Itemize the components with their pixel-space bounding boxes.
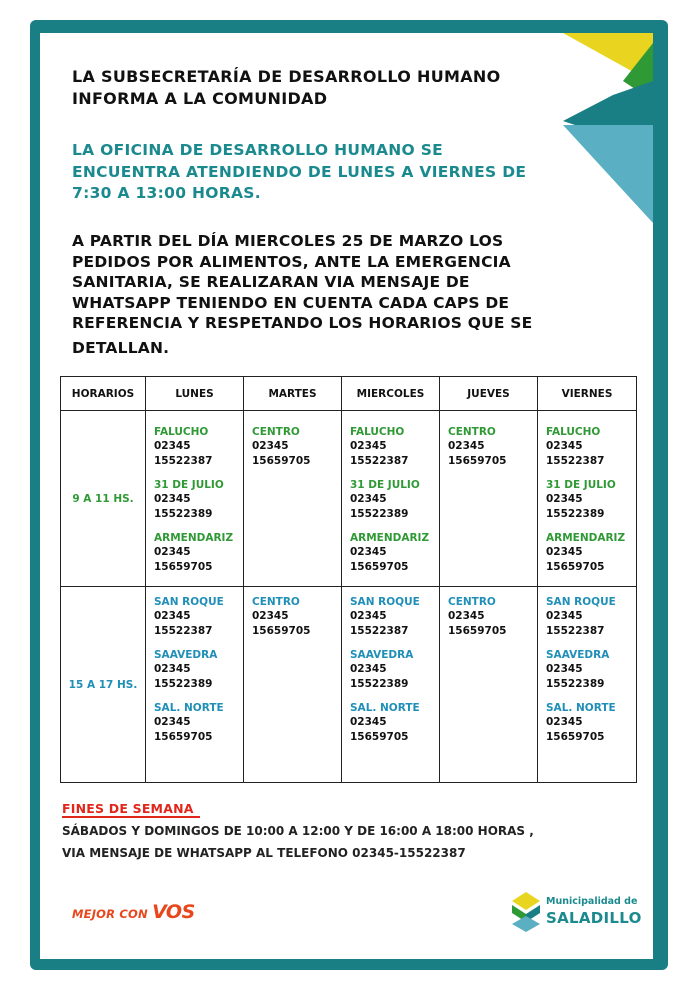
- caps-entry: [154, 701, 243, 744]
- flyer-sheet: [40, 33, 653, 959]
- caps-name: 31 DE JULIO: [154, 479, 224, 491]
- day-cell: [440, 587, 538, 783]
- caps-phone: 15522389: [350, 677, 409, 690]
- caps-phone: 15659705: [350, 560, 409, 573]
- caps-entry: [154, 531, 243, 574]
- caps-area-code: 02345: [448, 610, 485, 622]
- header-jueves: JUEVES: [440, 377, 538, 411]
- office-line-1: LA OFICINA DE DESARROLLO HUMANO SE: [72, 141, 444, 159]
- office-line-3: 7:30 A 13:00 HORAS.: [72, 184, 261, 202]
- caps-area-code: 02345: [154, 716, 191, 728]
- caps-name: SAAVEDRA: [546, 649, 610, 661]
- caps-name: 31 DE JULIO: [350, 479, 420, 491]
- caps-phone: 15522389: [154, 677, 213, 690]
- header-miercoles: MIERCOLES: [342, 377, 440, 411]
- caps-phone: 15659705: [154, 560, 213, 573]
- caps-phone: 15522389: [154, 507, 213, 520]
- caps-area-code: 02345: [546, 546, 583, 558]
- caps-phone: 15659705: [252, 454, 311, 467]
- caps-name: SAN ROQUE: [350, 596, 420, 608]
- day-cell: [538, 587, 637, 783]
- saladillo-emblem-icon: [510, 892, 542, 932]
- caps-name: ARMENDARIZ: [154, 532, 234, 544]
- caps-area-code: 02345: [154, 493, 191, 505]
- caps-entry: [350, 531, 439, 574]
- caps-area-code: 02345: [546, 440, 583, 452]
- notice-line-4: WHATSAPP TENIENDO EN CUENTA CADA CAPS DE: [72, 293, 510, 312]
- day-cell: [342, 411, 440, 587]
- day-cell: [244, 411, 342, 587]
- caps-name: SAL. NORTE: [154, 702, 224, 714]
- slogan-text: MEJOR CON: [72, 907, 153, 921]
- caps-name: ARMENDARIZ: [350, 532, 430, 544]
- header-horarios: HORARIOS: [61, 377, 146, 411]
- caps-phone: 15522389: [546, 507, 605, 520]
- day-cell: [440, 411, 538, 587]
- caps-area-code: 02345: [350, 663, 387, 675]
- caps-phone: 15659705: [546, 730, 605, 743]
- caps-name: SAL. NORTE: [350, 702, 420, 714]
- caps-name: FALUCHO: [546, 426, 601, 438]
- slogan-logo: [72, 901, 195, 923]
- day-cell: [342, 587, 440, 783]
- caps-phone: 15522387: [350, 454, 409, 467]
- muni-label-big: SALADILLO: [546, 909, 642, 927]
- caps-entry: [546, 701, 636, 744]
- caps-entry: [546, 648, 636, 691]
- caps-phone: 15659705: [448, 624, 507, 637]
- caps-area-code: 02345: [154, 663, 191, 675]
- day-cell: [538, 411, 637, 587]
- caps-area-code: 02345: [252, 440, 289, 452]
- caps-entry: [252, 595, 341, 638]
- caps-entry: [154, 648, 243, 691]
- caps-entry: [252, 425, 341, 468]
- caps-entry: [350, 595, 439, 638]
- caps-name: SAN ROQUE: [154, 596, 224, 608]
- header-viernes: VIERNES: [538, 377, 637, 411]
- caps-entry: [154, 595, 243, 638]
- caps-name: FALUCHO: [154, 426, 209, 438]
- caps-entry: [350, 701, 439, 744]
- caps-area-code: 02345: [154, 546, 191, 558]
- weekend-underline: [62, 816, 200, 818]
- day-cell: [146, 411, 244, 587]
- notice-paragraph: [72, 231, 592, 358]
- caps-area-code: 02345: [350, 546, 387, 558]
- weekend-line-2: VIA MENSAJE DE WHATSAPP AL TELEFONO 02345-15522387: [62, 846, 466, 860]
- office-hours: [72, 140, 592, 205]
- caps-phone: 15522387: [154, 624, 213, 637]
- caps-phone: 15659705: [350, 730, 409, 743]
- caps-name: 31 DE JULIO: [546, 479, 616, 491]
- caps-entry: [154, 478, 243, 521]
- caps-name: CENTRO: [252, 426, 300, 438]
- slogan-vos: VOS: [152, 901, 195, 923]
- municipality-logo: [510, 890, 640, 940]
- caps-entry: [546, 595, 636, 638]
- caps-phone: 15522387: [350, 624, 409, 637]
- caps-entry: [350, 648, 439, 691]
- caps-area-code: 02345: [546, 610, 583, 622]
- caps-phone: 15522387: [546, 454, 605, 467]
- caps-entry: [448, 425, 537, 468]
- header-lunes: LUNES: [146, 377, 244, 411]
- caps-entry: [546, 531, 636, 574]
- caps-area-code: 02345: [350, 610, 387, 622]
- caps-phone: 15659705: [448, 454, 507, 467]
- schedule-table: [60, 376, 637, 783]
- title-line-1: LA SUBSECRETARÍA DE DESARROLLO HUMANO: [72, 67, 501, 86]
- caps-phone: 15659705: [154, 730, 213, 743]
- caps-area-code: 02345: [252, 610, 289, 622]
- caps-area-code: 02345: [154, 610, 191, 622]
- notice-line-1: A PARTIR DEL DÍA MIERCOLES 25 DE MARZO LOS: [72, 232, 504, 250]
- table-row: [61, 587, 637, 783]
- caps-area-code: 02345: [448, 440, 485, 452]
- notice-line-5: REFERENCIA Y RESPETANDO LOS HORARIOS QUE SE: [72, 314, 533, 332]
- header-martes: MARTES: [244, 377, 342, 411]
- caps-phone: 15522387: [154, 454, 213, 467]
- caps-area-code: 02345: [546, 663, 583, 675]
- weekend-line-1: SÁBADOS Y DOMINGOS DE 10:00 A 12:00 Y DE 16:00 A 18:00 HORAS ,: [62, 824, 534, 838]
- caps-entry: [546, 425, 636, 468]
- caps-entry: [350, 425, 439, 468]
- notice-line-2: PEDIDOS POR ALIMENTOS, ANTE LA EMERGENCIA: [72, 252, 511, 271]
- title-line-2: INFORMA A LA COMUNIDAD: [72, 89, 328, 108]
- caps-name: FALUCHO: [350, 426, 405, 438]
- caps-area-code: 02345: [546, 716, 583, 728]
- muni-label-small: Municipalidad de: [546, 896, 638, 907]
- caps-area-code: 02345: [350, 493, 387, 505]
- caps-phone: 15522389: [546, 677, 605, 690]
- caps-entry: [448, 595, 537, 638]
- office-line-2: ENCUENTRA ATENDIENDO DE LUNES A VIERNES DE: [72, 162, 527, 181]
- caps-area-code: 02345: [154, 440, 191, 452]
- caps-name: SAL. NORTE: [546, 702, 616, 714]
- caps-name: ARMENDARIZ: [546, 532, 626, 544]
- caps-entry: [154, 425, 243, 468]
- caps-name: CENTRO: [448, 426, 496, 438]
- day-cell: [244, 587, 342, 783]
- day-cell: [146, 587, 244, 783]
- caps-area-code: 02345: [350, 440, 387, 452]
- caps-area-code: 02345: [350, 716, 387, 728]
- caps-name: CENTRO: [448, 596, 496, 608]
- page-title: [72, 66, 592, 110]
- caps-name: SAN ROQUE: [546, 596, 616, 608]
- hours-cell: 15 A 17 HS.: [61, 587, 146, 783]
- hours-cell: 9 A 11 HS.: [61, 411, 146, 587]
- notice-line-6: DETALLAN.: [72, 338, 170, 357]
- caps-name: CENTRO: [252, 596, 300, 608]
- caps-phone: 15522387: [546, 624, 605, 637]
- table-row: [61, 411, 637, 587]
- caps-area-code: 02345: [546, 493, 583, 505]
- caps-phone: 15659705: [546, 560, 605, 573]
- caps-phone: 15522389: [350, 507, 409, 520]
- notice-line-3: SANITARIA, SE REALIZARAN VIA MENSAJE DE: [72, 273, 470, 291]
- caps-entry: [546, 478, 636, 521]
- table-header-row: [61, 377, 637, 411]
- caps-name: SAAVEDRA: [350, 649, 414, 661]
- weekend-title: FINES DE SEMANA: [62, 801, 194, 816]
- caps-entry: [350, 478, 439, 521]
- caps-phone: 15659705: [252, 624, 311, 637]
- caps-name: SAAVEDRA: [154, 649, 218, 661]
